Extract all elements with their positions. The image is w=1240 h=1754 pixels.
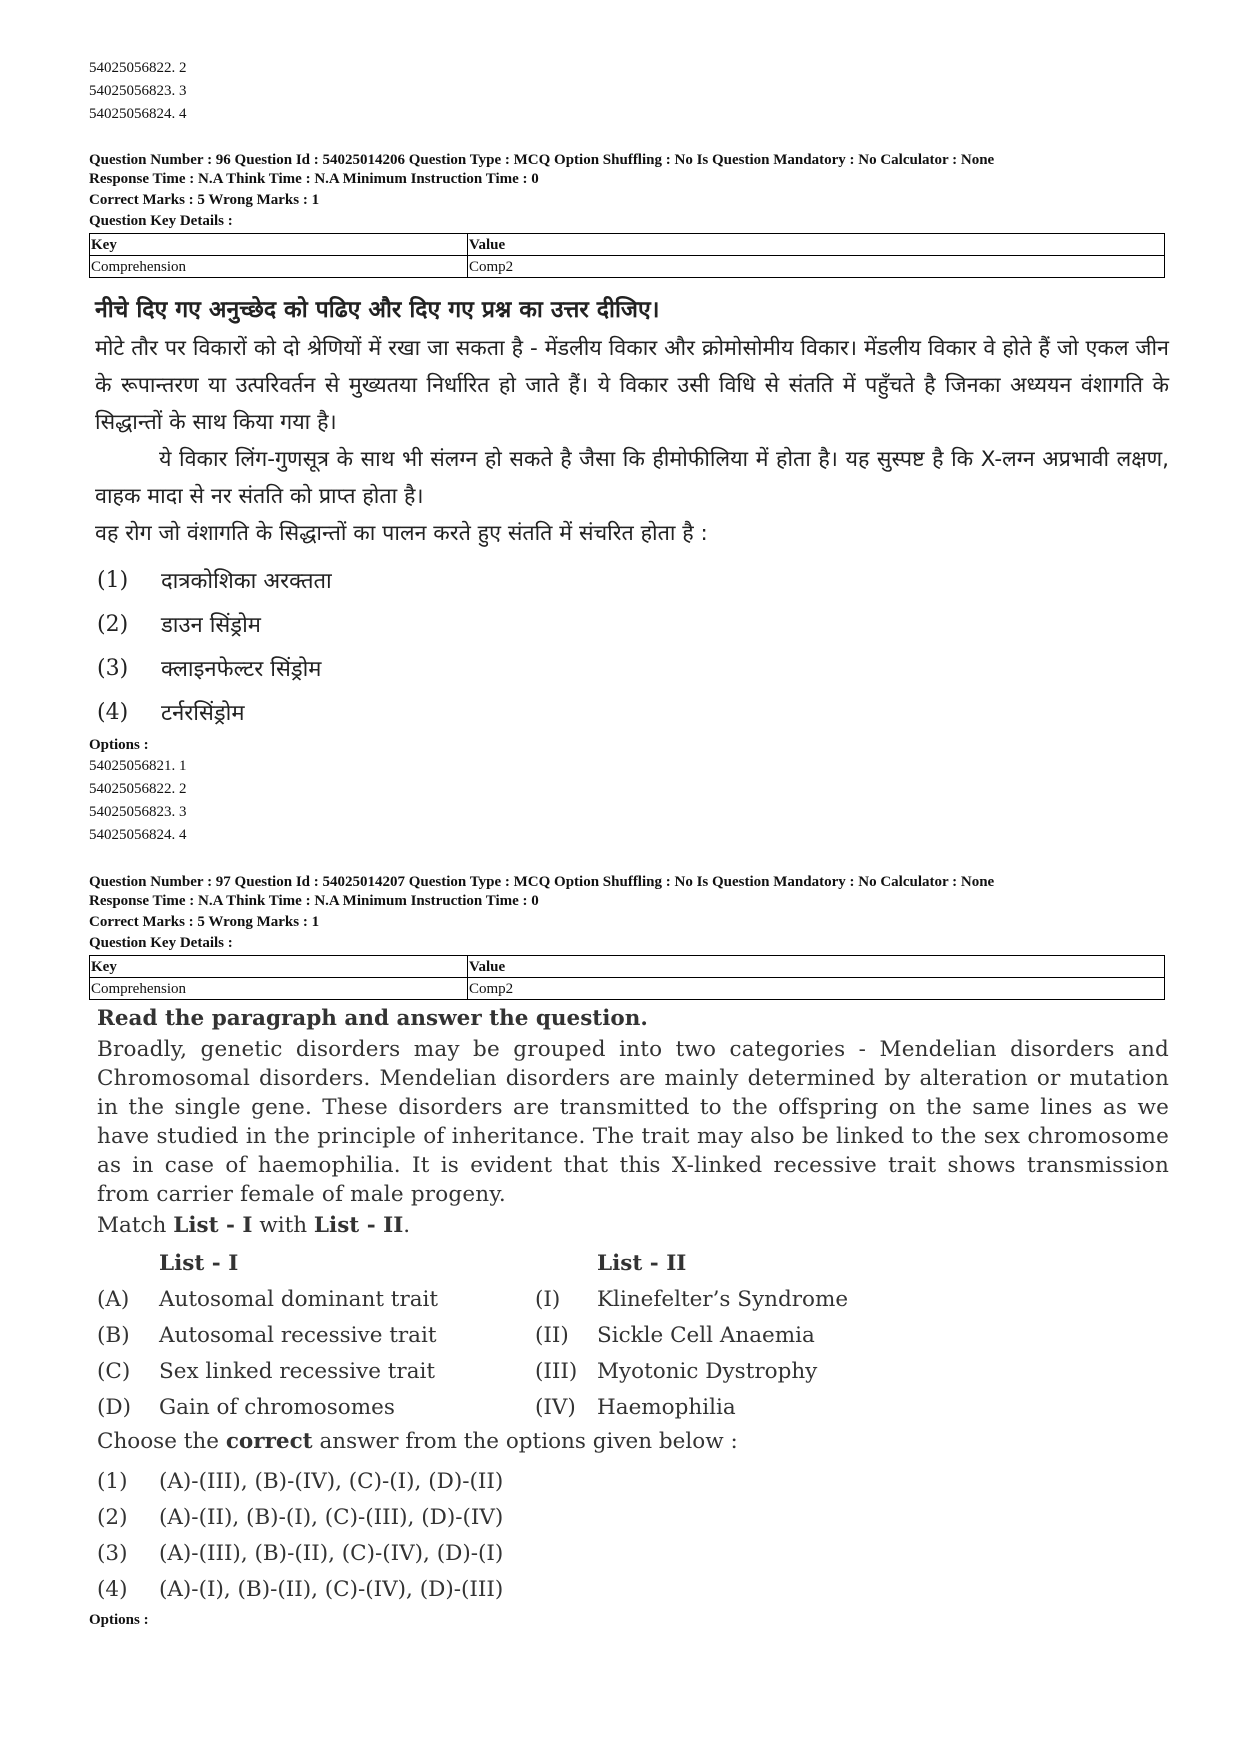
list1-label: (B) — [97, 1322, 130, 1348]
choice-number: (4) — [97, 699, 129, 725]
match-lists — [97, 1245, 1169, 1425]
list1-item: Autosomal dominant trait — [159, 1286, 439, 1312]
question-instruction: नीचे दिए गए अनुच्छेद को पढिए और दिए गए प्रश्न का उत्तर दीजिए। — [95, 297, 660, 323]
list2-item: Sickle Cell Anaemia — [597, 1322, 815, 1348]
passage-paragraph: ये विकार लिंग-गुणसूत्र के साथ भी संलग्न हो सकते है जैसा कि हीमोफीलिया में होता है। यह सुस्पष्ट है कि X-लग्न अप्रभावी लक्षण, वाहक मादा से नर संतति को प्राप्त होता है। — [95, 447, 1169, 509]
answer-choice — [97, 602, 1169, 646]
question-body-hindi — [89, 292, 1169, 734]
options-label: Options : — [89, 737, 149, 753]
list-row — [97, 1389, 1169, 1425]
option-id: 54025056821. 1 — [89, 758, 187, 774]
table-header-row — [90, 234, 1165, 256]
choice-text: डाउन सिंड्रोम — [161, 613, 261, 638]
answer-choice — [97, 646, 1169, 690]
answer-choice — [97, 1535, 1169, 1571]
list1-label: (D) — [97, 1394, 132, 1420]
question-97 — [89, 873, 1169, 1630]
option-id: 54025056823. 3 — [89, 804, 187, 820]
match-text: with — [252, 1213, 314, 1238]
choice-text: (A)-(I), (B)-(II), (C)-(IV), (D)-(III) — [159, 1576, 504, 1602]
list1-item: Gain of chromosomes — [159, 1394, 395, 1420]
answer-choice — [97, 1463, 1169, 1499]
list1-item: Autosomal recessive trait — [159, 1322, 437, 1348]
list2-item: Myotonic Dystrophy — [597, 1358, 818, 1384]
match-text: . — [403, 1213, 411, 1238]
question-meta-line1: Question Number : 96 Question Id : 54025014206 Question Type : MCQ Option Shuffling : No Is Question Mandatory : No Calculator : None — [89, 152, 995, 168]
list2-label: (I) — [535, 1286, 561, 1312]
table-header-row — [90, 956, 1165, 978]
list1-label: (C) — [97, 1358, 131, 1384]
choice-text: टर्नरसिंड्रोम — [161, 701, 245, 726]
choice-text: दात्रकोशिका अरक्तता — [161, 569, 332, 594]
choose-text: Choose the — [97, 1429, 226, 1454]
question-meta-line2: Response Time : N.A Think Time : N.A Minimum Instruction Time : 0 — [89, 171, 539, 187]
choice-number: (3) — [97, 1540, 128, 1566]
list-row — [97, 1353, 1169, 1389]
answer-choice — [97, 690, 1169, 734]
choice-number: (4) — [97, 1576, 128, 1602]
choice-number: (2) — [97, 611, 129, 637]
question-marks: Correct Marks : 5 Wrong Marks : 1 — [89, 192, 320, 208]
list1-item: Sex linked recessive trait — [159, 1358, 436, 1384]
question-meta-line1: Question Number : 97 Question Id : 54025014207 Question Type : MCQ Option Shuffling : No Is Question Mandatory : No Calculator : None — [89, 874, 995, 890]
table-header-key: Key — [90, 234, 468, 256]
passage-paragraph: मोटे तौर पर विकारों को दो श्रेणियों में रखा जा सकता है - मेंडलीय विकार और क्रोमोसोमीय विकार। मेंडलीय विकार वे होते हैं जो एकल जीन के रूपान्तरण या उत्परिवर्तन से मुख्यतया निर्धारित हो जाते हैं। ये विकार उसी विधि से संतति में पहुँचते है जिनका अध्ययन वंशागति के सिद्धान्तों के साथ किया गया है। — [95, 336, 1169, 435]
choice-number: (3) — [97, 655, 129, 681]
list-header-row — [97, 1245, 1169, 1281]
list2-label: (III) — [535, 1358, 578, 1384]
passage-paragraph: Broadly, genetic disorders may be grouped into two categories - Mendelian disorders and Chromosomal disorders. Mendelian disorders are mainly determined by alteration or mutation in the single gene. These disorders are transmitted to the offspring on the same lines as we have studied in the principle of inheritance. The trait may also be linked to the sex chromosome as in case of haemophilia. It is evident that this X-linked recessive trait shows transmission from carrier female of male progeny. — [97, 1037, 1169, 1207]
question-key-table — [89, 233, 1165, 278]
match-instruction — [97, 1211, 1169, 1241]
choice-text: (A)-(III), (B)-(IV), (C)-(I), (D)-(II) — [159, 1468, 504, 1494]
question-key-details-label: Question Key Details : — [89, 935, 233, 951]
choose-text: answer from the options given below : — [312, 1429, 738, 1454]
list2-item: Haemophilia — [597, 1394, 736, 1420]
choice-number: (1) — [97, 567, 129, 593]
list2-label: (II) — [535, 1322, 569, 1348]
table-header-value: Value — [468, 956, 1165, 978]
match-list1-ref: List - I — [173, 1213, 253, 1238]
table-cell-value: Comp2 — [468, 256, 1165, 278]
table-cell-key: Comprehension — [90, 978, 468, 1000]
question-96 — [89, 151, 1169, 847]
answer-choice — [97, 558, 1169, 602]
question-body-english — [89, 1006, 1169, 1607]
question-paper-page — [89, 0, 1169, 1630]
question-meta-line2: Response Time : N.A Think Time : N.A Minimum Instruction Time : 0 — [89, 893, 539, 909]
question-key-table — [89, 955, 1165, 1000]
options-label: Options : — [89, 1612, 149, 1628]
choice-number: (2) — [97, 1504, 128, 1530]
option-id: 54025056822. 2 — [89, 60, 187, 76]
table-header-key: Key — [90, 956, 468, 978]
options-list — [89, 755, 1169, 847]
question-key-details-label: Question Key Details : — [89, 213, 233, 229]
question-meta — [89, 151, 1169, 231]
answer-choice — [97, 1571, 1169, 1607]
option-id: 54025056824. 4 — [89, 106, 187, 122]
list2-header: List - II — [597, 1250, 687, 1276]
choose-instruction — [97, 1427, 1169, 1457]
list1-label: (A) — [97, 1286, 130, 1312]
choice-text: (A)-(II), (B)-(I), (C)-(III), (D)-(IV) — [159, 1504, 504, 1530]
choice-number: (1) — [97, 1468, 128, 1494]
question-meta — [89, 873, 1169, 953]
question-instruction: Read the paragraph and answer the question. — [97, 1006, 648, 1031]
choice-text: क्लाइनफेल्टर सिंड्रोम — [161, 657, 322, 682]
choice-text: (A)-(III), (B)-(II), (C)-(IV), (D)-(I) — [159, 1540, 504, 1566]
question-stem: वह रोग जो वंशागति के सिद्धान्तों का पालन करते हुए संतति में संचरित होता है : — [95, 521, 708, 546]
table-row — [90, 978, 1165, 1000]
option-id: 54025056822. 2 — [89, 781, 187, 797]
table-row — [90, 256, 1165, 278]
table-cell-key: Comprehension — [90, 256, 468, 278]
list1-header: List - I — [159, 1250, 239, 1276]
list-row — [97, 1317, 1169, 1353]
option-id: 54025056823. 3 — [89, 83, 187, 99]
table-cell-value: Comp2 — [468, 978, 1165, 1000]
list-row — [97, 1281, 1169, 1317]
table-header-value: Value — [468, 234, 1165, 256]
choose-emphasis: correct — [225, 1429, 313, 1454]
match-text: Match — [97, 1213, 174, 1238]
option-id: 54025056824. 4 — [89, 827, 187, 843]
list2-label: (IV) — [535, 1394, 576, 1420]
prev-options-list — [89, 57, 1169, 126]
list2-item: Klinefelter’s Syndrome — [597, 1286, 849, 1312]
question-marks: Correct Marks : 5 Wrong Marks : 1 — [89, 914, 320, 930]
answer-choice — [97, 1499, 1169, 1535]
match-list2-ref: List - II — [313, 1213, 404, 1238]
